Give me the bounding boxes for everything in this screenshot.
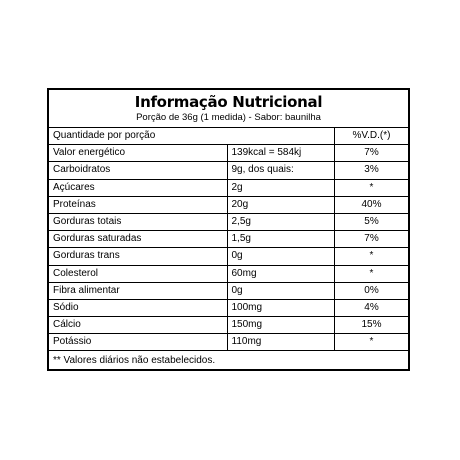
nutrient-amount-cell: 150mg	[227, 317, 335, 334]
nutrient-vd-cell: *	[335, 248, 409, 265]
header-vd-cell: %V.D.(*)	[335, 128, 409, 145]
nutrient-name-cell: Potássio	[49, 334, 227, 351]
nutrient-amount-cell: 1,5g	[227, 231, 335, 248]
nutrient-amount-cell: 0g	[227, 248, 335, 265]
nutrition-facts-label	[47, 88, 410, 371]
nutrient-vd-cell: *	[335, 265, 409, 282]
serving-info: Porção de 36g (1 medida) - Sabor: baunilha	[136, 112, 321, 123]
table-row	[49, 196, 408, 213]
nutrition-table	[49, 128, 408, 351]
table-row	[49, 145, 408, 162]
table-row	[49, 231, 408, 248]
nutrient-vd-cell: 5%	[335, 213, 409, 230]
table-row	[49, 282, 408, 299]
nutrient-name-cell: Gorduras saturadas	[49, 231, 227, 248]
nutrient-amount-cell: 110mg	[227, 334, 335, 351]
nutrient-vd-cell: *	[335, 334, 409, 351]
nutrient-name-cell: Sódio	[49, 299, 227, 316]
table-row	[49, 179, 408, 196]
nutrient-vd-cell: 15%	[335, 317, 409, 334]
nutrient-name-cell: Cálcio	[49, 317, 227, 334]
table-row	[49, 334, 408, 351]
header-name-cell: Quantidade por porção	[49, 128, 227, 145]
nutrient-name-cell: Açúcares	[49, 179, 227, 196]
nutrient-name-cell: Proteínas	[49, 196, 227, 213]
table-row	[49, 299, 408, 316]
nutrient-amount-cell: 9g, dos quais:	[227, 162, 335, 179]
nutrient-name-cell: Gorduras totais	[49, 213, 227, 230]
nutrient-vd-cell: 7%	[335, 231, 409, 248]
nutrient-amount-cell: 2,5g	[227, 213, 335, 230]
nutrient-amount-cell: 2g	[227, 179, 335, 196]
nutrient-amount-cell: 139kcal = 584kj	[227, 145, 335, 162]
nutrient-amount-cell: 0g	[227, 282, 335, 299]
table-row	[49, 248, 408, 265]
nutrient-vd-cell: *	[335, 179, 409, 196]
nutrient-name-cell: Gorduras trans	[49, 248, 227, 265]
nutrient-vd-cell: 40%	[335, 196, 409, 213]
label-title: Informação Nutricional	[134, 93, 323, 111]
nutrient-name-cell: Valor energético	[49, 145, 227, 162]
nutrient-vd-cell: 4%	[335, 299, 409, 316]
label-header	[49, 90, 408, 128]
nutrient-vd-cell: 0%	[335, 282, 409, 299]
nutrient-name-cell: Carboidratos	[49, 162, 227, 179]
nutrient-vd-cell: 7%	[335, 145, 409, 162]
nutrient-vd-cell: 3%	[335, 162, 409, 179]
table-row	[49, 162, 408, 179]
header-amount-cell	[227, 128, 335, 145]
nutrient-amount-cell: 20g	[227, 196, 335, 213]
table-row	[49, 213, 408, 230]
nutrient-amount-cell: 60mg	[227, 265, 335, 282]
footnote: ** Valores diários não estabelecidos.	[53, 355, 216, 367]
nutrient-name-cell: Colesterol	[49, 265, 227, 282]
nutrient-amount-cell: 100mg	[227, 299, 335, 316]
nutrient-name-cell: Fibra alimentar	[49, 282, 227, 299]
table-row	[49, 317, 408, 334]
table-row	[49, 265, 408, 282]
table-header-row	[49, 128, 408, 145]
